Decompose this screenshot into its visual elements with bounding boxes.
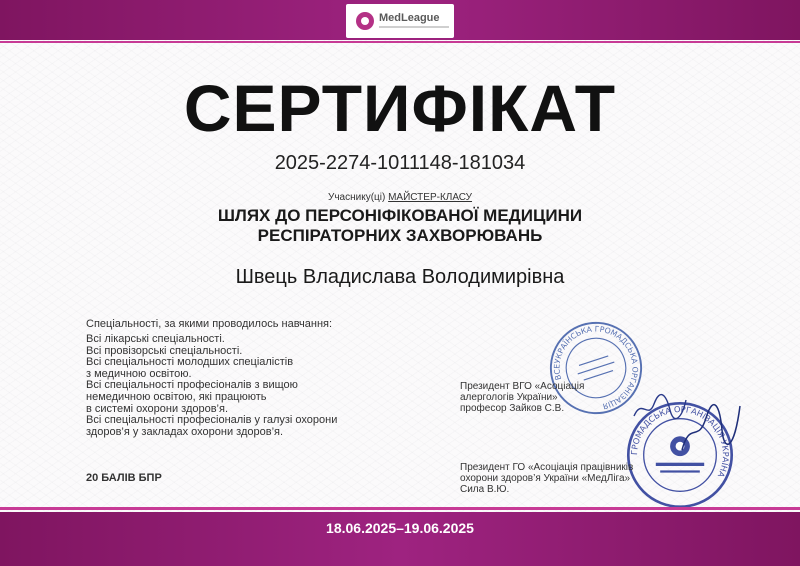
specialty-line: Всі спеціальності професіоналів у галузі охорони [86,414,338,427]
course-title-line-2: РЕСПІРАТОРНИХ ЗАХВОРЮВАНЬ [257,226,543,245]
signature-2-icon [676,400,746,460]
stamp-2-text: ГРОМАДСЬКА ОРГАНІЗАЦІЯ УКРАЇНА [629,403,731,480]
signatory-2 [460,462,633,495]
certificate-number: 2025-2274-1011148-181034 [274,152,526,174]
specialties-list [86,334,406,438]
specialty-line: з медичною освітою. [86,367,192,380]
stamp-1-text: ВСЕУКРАЇНСЬКА ГРОМАДСЬКА ОРГАНІЗАЦІЯ [552,324,640,411]
signatory-1-line-2: алергологів України» [460,392,558,403]
specialty-line: здоров’я у закладах охорони здоров’я. [86,425,284,438]
specialty-line: в системі охорони здоров’я. [86,402,229,415]
cpd-points: 20 БАЛІВ БПР [86,472,162,484]
logo-text: MedLeague [379,12,440,24]
participant-prefix: Учаснику(ці) [327,192,386,203]
course-title-line-1: ШЛЯХ ДО ПЕРСОНІФІКОВАНОЇ МЕДИЦИНИ [217,206,583,225]
ml-logo-icon [356,12,374,30]
medleague-logo [346,4,454,38]
signatory-2-line-2: охорони здоров’я України «МедЛіга» [460,473,631,484]
logo-tagline-bar [379,26,449,28]
recipient-name: Швець Владислава Володимирівна [235,266,565,288]
date-range: 18.06.2025–19.06.2025 [326,520,474,536]
specialties-heading: Спеціальності, за якими проводилось навчання: [86,318,333,330]
signatory-1-line-1: Президент ВГО «Асоціація [460,381,585,392]
specialty-line: Всі провізорські спеціальності. [86,344,243,357]
signatory-1 [460,381,584,414]
certificate-title: СЕРТИФІКАТ [183,71,617,145]
participant-line [0,192,800,203]
specialty-line: немедичною освітою, які працюють [86,390,267,403]
specialty-line: Всі лікарські спеціальності. [86,333,225,345]
specialty-line: Всі спеціальності молодших спеціалістів [86,356,294,369]
signatory-2-line-3: Сила В.Ю. [460,484,510,495]
course-type: МАЙСТЕР-КЛАСУ [388,192,473,203]
signatory-1-line-3: професор Зайков С.В. [460,403,565,414]
course-title [0,206,800,246]
signatory-2-line-1: Президент ГО «Асоціація працівників [460,462,634,473]
specialty-line: Всі спеціальності професіоналів з вищою [86,379,298,392]
